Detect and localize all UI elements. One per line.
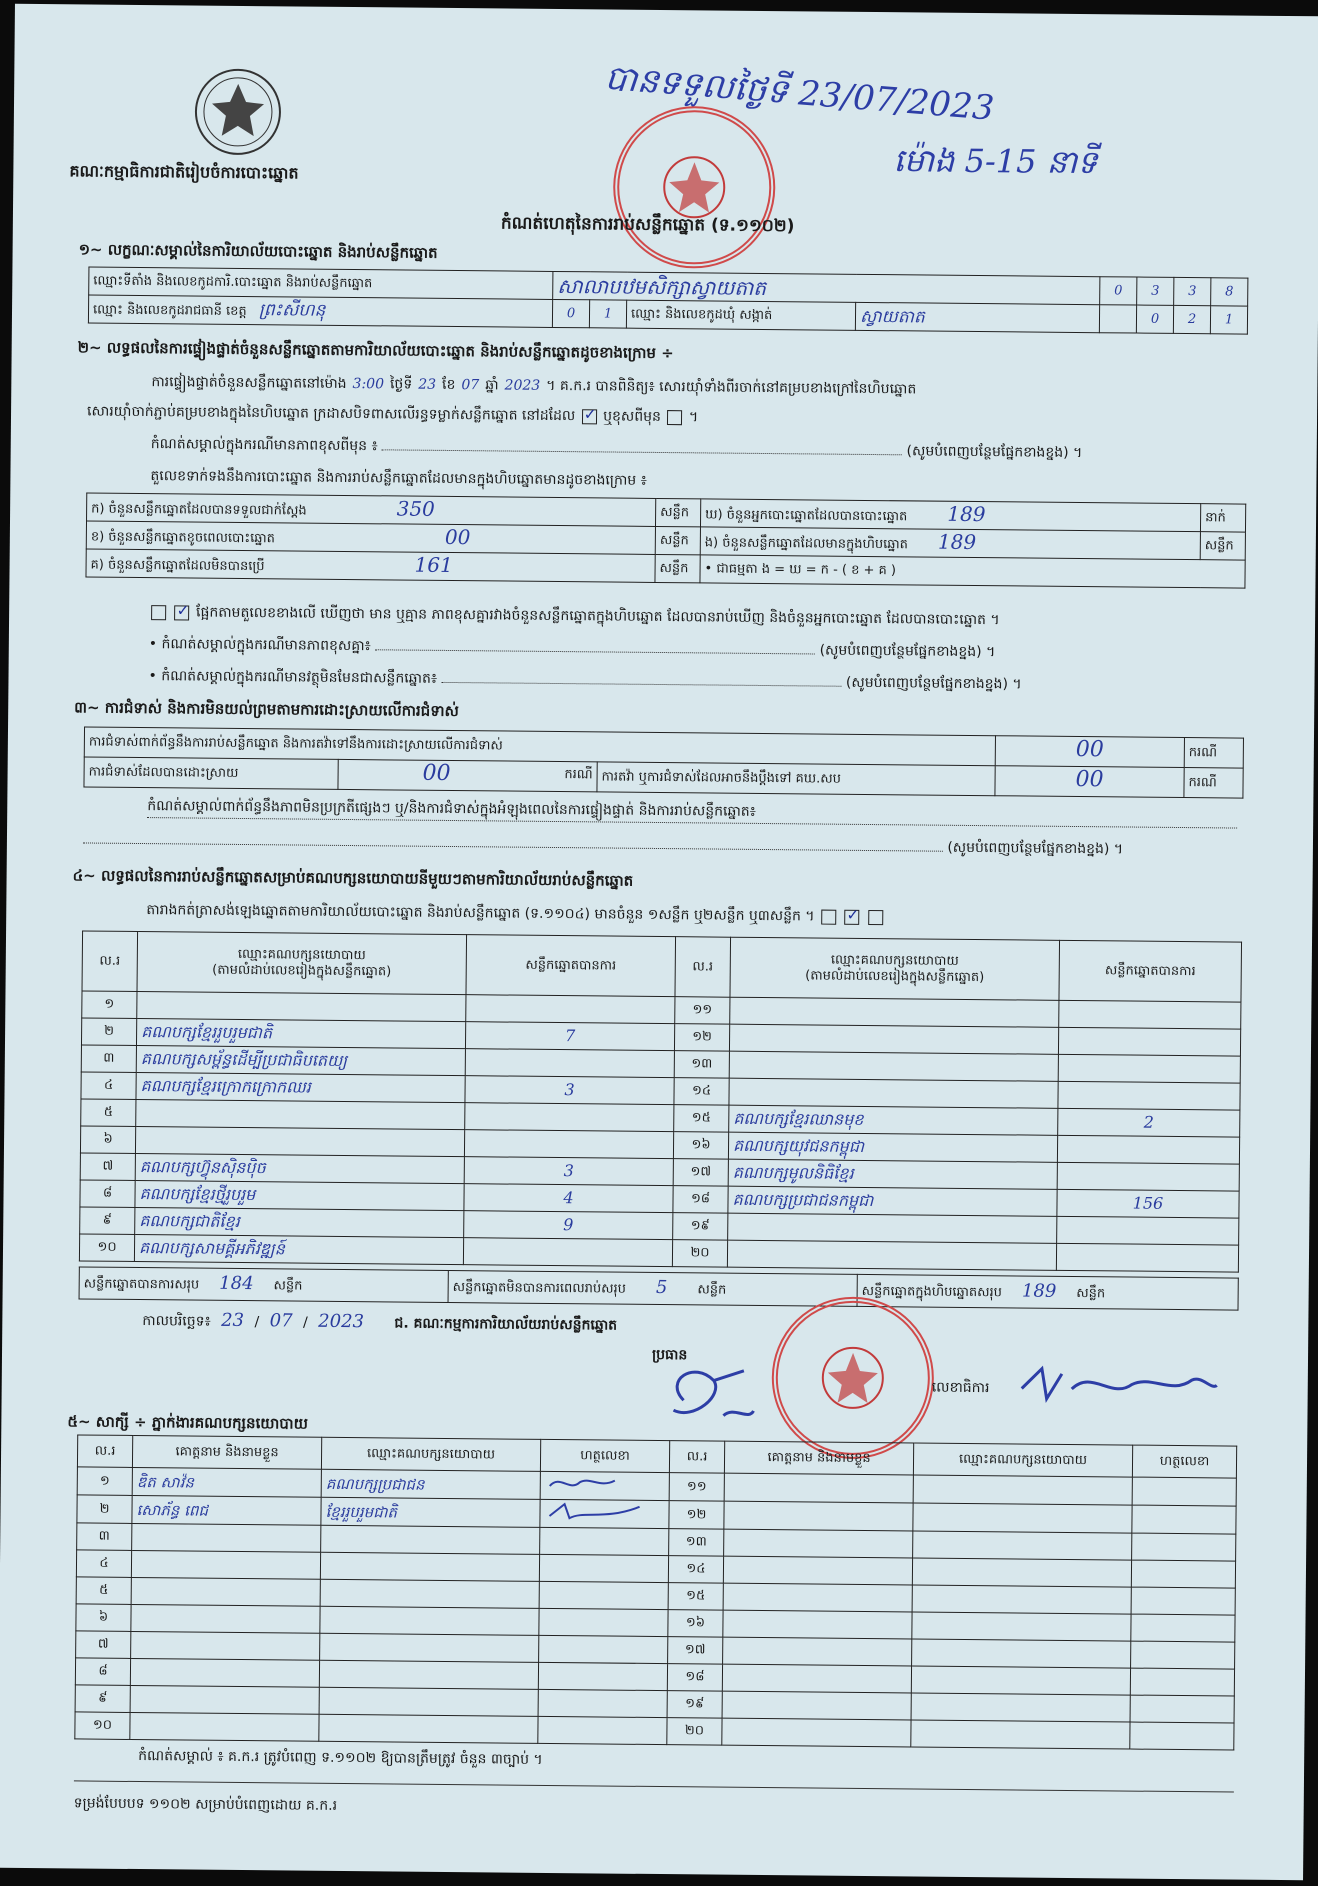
witness-signature <box>538 1716 667 1744</box>
objections-row2-value: 00 <box>422 760 451 786</box>
footnote: កំណត់សម្គាល់ ៖ គ.ក.រ ត្រូវបំពេញ ទ.១១០២ ឱ្យបានត្រឹមត្រូវ ចំនួន ៣ច្បាប់ ។ <box>138 1748 543 1768</box>
total-invalid-cell <box>448 1270 857 1306</box>
no-difference-checkbox[interactable] <box>175 605 190 620</box>
witness-no: ២០ <box>667 1718 722 1746</box>
witness-party <box>320 1606 539 1635</box>
count-e-label: ង) ចំនួនសន្លឹកឆ្នោតដែលមានក្នុងហិបឆ្នោត <box>704 534 909 552</box>
witness-signature <box>1130 1722 1234 1750</box>
reconcile-month: 07 <box>461 377 480 394</box>
witness-col-no: ល.រ <box>77 1435 132 1468</box>
results-table <box>79 930 1242 1272</box>
witness-name <box>723 1637 912 1666</box>
two-sheet-checkbox[interactable] <box>844 909 859 924</box>
objections-row2-unit: ករណី <box>564 767 593 783</box>
irregularity-note-suffix: (សូមបំពេញបន្ថែមផ្នែកខាងខ្នង) ។ <box>947 839 1124 858</box>
witness-party <box>320 1633 539 1662</box>
change-note-line <box>151 435 1241 463</box>
result-votes <box>465 1049 674 1078</box>
objections-row1-number: 00 <box>1075 736 1104 763</box>
objections-row1-value <box>995 736 1184 768</box>
witness-signature <box>539 1608 668 1636</box>
change-note-label: កំណត់សម្គាល់ក្នុងករណីមានភាពខុសពីមុន ៖ <box>150 436 378 455</box>
result-party: គណបក្សសាមគ្គីអភិវឌ្ឍន៍ <box>134 1234 463 1264</box>
result-votes <box>465 1103 674 1132</box>
result-no: ៦ <box>80 1126 135 1154</box>
result-votes: 2 <box>1058 1108 1240 1137</box>
witness-name <box>722 1664 911 1693</box>
witness-party <box>319 1714 538 1743</box>
witness-no: ១ <box>77 1467 132 1496</box>
witness-party <box>320 1552 539 1581</box>
committee-label: ជ. គណៈកម្មការការិយាល័យរាប់សន្លឹកឆ្នោត <box>394 1315 618 1334</box>
witness-no: ១៥ <box>668 1583 723 1611</box>
reconcile-line2-text: សោរយ៉ាំចាក់ភ្ជាប់គម្របខាងក្នុងនៃហិបឆ្នោត ក្រដាសបិទពាសលើរន្ធទម្លាក់សន្លឹកឆ្នោត នៅដដែល <box>86 403 576 425</box>
changed-checkbox[interactable] <box>667 410 682 425</box>
result-no: ២ <box>81 1018 136 1046</box>
result-no: ១៧ <box>673 1159 728 1187</box>
date-month: 07 <box>269 1310 293 1332</box>
received-note: បានទទួលថ្ងៃទី 23/07/2023 <box>603 57 996 129</box>
witness-name <box>131 1550 320 1579</box>
witness-signature <box>540 1499 669 1528</box>
office-code-digit: 0 <box>1100 277 1137 305</box>
office-label: ឈ្មោះទីតាំង និងលេខកូដការិ.បោះឆ្នោត និងរាប់សន្លឹកឆ្នោត <box>89 267 553 299</box>
result-party <box>729 1024 1058 1054</box>
result-no: ១៨ <box>673 1186 728 1214</box>
witness-no: ១៩ <box>667 1691 722 1719</box>
witness-name: ឌិត សាវ៉ន <box>132 1467 321 1497</box>
result-party <box>729 1078 1058 1108</box>
witness-party <box>913 1475 1132 1505</box>
total-invalid-unit: សន្លឹក <box>697 1281 727 1298</box>
witness-no: ៧ <box>76 1631 131 1659</box>
witness-signature <box>538 1689 667 1717</box>
witness-no: ៣ <box>77 1523 132 1551</box>
reconcile-year: 2023 <box>504 377 541 394</box>
result-votes <box>1057 1162 1239 1191</box>
section2-title: ២~ លទ្ធផលនៃការផ្ទៀងផ្ទាត់ចំនួនសន្លឹកឆ្នោតតាមការិយាល័យបោះឆ្នោត និងរាប់សន្លឹកឆ្នោតដូចខាងក្រោម ÷ <box>77 338 674 363</box>
total-valid-label: សន្លឹកឆ្នោតបានការសរុប <box>83 1275 200 1293</box>
count-c-value: 161 <box>414 552 453 577</box>
counts-intro: តួលេខទាក់ទងនឹងការបោះឆ្នោត និងការរាប់សន្លឹកឆ្នោតដែលមានក្នុងហិបឆ្នោតមានដូចខាងក្រោម ៖ <box>150 468 647 489</box>
witness-party: ខ្មែររួបរួមជាតិ <box>321 1497 540 1527</box>
result-no: ៣ <box>81 1045 136 1073</box>
witness-signature <box>540 1527 669 1555</box>
witness-party: គណបក្សប្រជាជន <box>321 1469 540 1499</box>
result-party: គណបក្សយុវជនកម្ពុជា <box>728 1132 1057 1162</box>
section5-title: ៥~ សាក្សី ÷ ភ្នាក់ងារគណបក្សនយោបាយ <box>67 1412 308 1433</box>
result-votes: 4 <box>464 1184 673 1213</box>
witness-party <box>321 1525 540 1554</box>
count-e-unit: សន្លឹក <box>1200 532 1245 560</box>
witness-signature <box>1132 1477 1236 1506</box>
result-party: គណបក្សប្រជាជនកម្ពុជា <box>728 1186 1057 1216</box>
witness-signature-icon <box>544 1500 644 1523</box>
objections-row1-unit: ករណី <box>1184 738 1243 769</box>
result-no: ១១ <box>675 997 730 1025</box>
witness-party <box>913 1531 1132 1560</box>
total-valid-value: 184 <box>219 1272 254 1294</box>
result-no: ១៩ <box>673 1213 728 1241</box>
result-no: ១៦ <box>673 1132 728 1160</box>
result-party <box>728 1213 1057 1243</box>
count-a-label: ក) ចំនួនសន្លឹកឆ្នោតដែលបានទទួលជាក់ស្តែង <box>91 501 307 519</box>
foreign-object-note-line <box>148 667 1021 693</box>
witness-party <box>319 1687 538 1716</box>
witness-party <box>912 1639 1131 1668</box>
witness-name <box>130 1658 319 1687</box>
count-a-value: 350 <box>396 495 435 521</box>
witness-no: ១១ <box>669 1473 724 1502</box>
witness-party <box>911 1666 1130 1695</box>
province-value: ព្រះសីហនុ <box>258 299 326 321</box>
witness-name <box>130 1712 319 1741</box>
commune-value: ស្វាយតាត <box>855 302 1099 332</box>
total-box-cell <box>857 1274 1238 1310</box>
count-b-value: 00 <box>444 524 471 549</box>
witness-no: ៥ <box>76 1577 131 1605</box>
result-party: គណបក្សមូលនិធិខ្មែរ <box>728 1159 1057 1189</box>
witness-no: ៦ <box>76 1604 131 1632</box>
objections-table <box>83 726 1244 798</box>
witness-name: សោភ័ន្ធ ពេជ <box>132 1495 321 1525</box>
reconcile-line-1 <box>151 373 916 398</box>
witness-col-sign: ហត្ថលេខា <box>540 1439 669 1472</box>
total-valid-unit: សន្លឹក <box>273 1277 303 1294</box>
time-note: ម៉ោង 5-15 នាទី <box>893 141 1098 182</box>
result-no: ៤ <box>81 1072 136 1100</box>
result-party: គណបក្សខ្មែរឈានមុខ <box>729 1105 1058 1135</box>
results-col-party-title-right: ឈ្មោះគណបក្សនយោបាយ <box>830 952 959 969</box>
results-col-party-sub-right: (តាមលំដាប់លេខរៀងក្នុងសន្លឹកឆ្នោត) <box>805 967 985 985</box>
province-label: ឈ្មោះ និងលេខកូដរាជធានី ខេត្ត <box>92 302 247 319</box>
results-col-party-title: ឈ្មោះគណបក្សនយោបាយ <box>237 946 366 963</box>
witness-body <box>75 1467 1237 1750</box>
witness-no: ១៦ <box>668 1610 723 1638</box>
witness-party <box>912 1585 1131 1614</box>
result-votes <box>1057 1135 1239 1164</box>
tally-sheet-text: តារាងកត់ត្រាសង់ឡេងឆ្នោតតាមការិយាល័យបោះឆ្នោត និងរាប់សន្លឹកឆ្នោត (ទ.១១០៤) មានចំនួន ១សន្លឹក ឬ២សន្លឹក ឬ៣សន្លឹក ។ <box>146 902 815 925</box>
difference-line <box>149 603 1000 629</box>
date-label: កាលបរិច្ឆេទ៖ <box>142 1313 211 1330</box>
irregularity-note-label: កំណត់សម្គាល់ពាក់ព័ន្ធនឹងភាពមិនប្រក្រតីផ្សេងៗ ឬ/និងការជំទាស់ក្នុងអំឡុងពេលនៃការផ្ទៀងផ្ទាត់ និងការរាប់សន្លឹកឆ្នោត៖ <box>147 798 756 820</box>
witness-signature <box>540 1471 669 1500</box>
results-body <box>79 991 1241 1272</box>
count-a-unit: សន្លឹក <box>655 498 700 526</box>
result-no: ១៥ <box>674 1105 729 1133</box>
count-c-unit: សន្លឹក <box>655 554 700 582</box>
witness-no: ៤ <box>76 1550 131 1578</box>
tally-sheet-line <box>146 901 885 926</box>
witness-signature <box>539 1581 668 1609</box>
footer-divider <box>74 1780 1234 1792</box>
witness-no: ១៧ <box>668 1637 723 1665</box>
date-line: កាលបរិច្ឆេទ៖ 23 / 07 / 2023 ជ. គណៈកម្មការការិយាល័យរាប់សន្លឹកឆ្នោត <box>142 1309 618 1334</box>
witness-name <box>723 1610 912 1639</box>
witness-signature <box>1131 1560 1235 1588</box>
results-col-votes: សន្លឹកឆ្នោតបានការ <box>466 935 676 997</box>
one-sheet-checkbox[interactable] <box>821 909 836 924</box>
foreign-object-note-label: • កំណត់សម្គាល់ក្នុងករណីមានវត្ថុមិនមែនជាសន្លឹកឆ្នោត៖ <box>148 668 438 687</box>
result-votes <box>1058 1027 1240 1056</box>
witness-party <box>912 1558 1131 1587</box>
result-no: ១៤ <box>674 1078 729 1106</box>
witness-signature <box>1130 1695 1234 1723</box>
result-votes <box>1058 1081 1240 1110</box>
office-code-digit: 3 <box>1174 277 1211 305</box>
change-note-suffix: (សូមបំពេញបន្ថែមផ្នែកខាងខ្នង) ។ <box>906 443 1083 462</box>
witness-name <box>132 1523 321 1552</box>
difference-note-suffix: (សូមបំពេញបន្ថែមផ្នែកខាងខ្នង) ។ <box>819 642 996 661</box>
objections-row2b-label: ការតវ៉ា ឬការជំទាស់ដែលអាចនឹងប្តឹងទៅ គឃ.សប <box>597 762 995 796</box>
has-difference-checkbox[interactable] <box>151 605 166 620</box>
count-formula: • ជាធម្មតា ង = ឃ = ក - ( ខ + គ ) <box>700 555 1245 588</box>
result-votes <box>463 1238 672 1267</box>
witness-col-party: ឈ្មោះគណបក្សនយោបាយ <box>321 1437 540 1471</box>
count-row-c <box>86 549 655 582</box>
witness-signature <box>538 1662 667 1690</box>
results-col-party-right <box>730 937 1060 1000</box>
result-party: គណបក្សខ្មែររួបរួមជាតិ <box>136 1018 465 1048</box>
result-no: ៥ <box>81 1099 136 1127</box>
section1-table <box>88 266 1248 334</box>
result-votes <box>466 995 675 1024</box>
commune-code-blank <box>1099 305 1136 333</box>
foreign-object-note-suffix: (សូមបំពេញបន្ថែមផ្នែកខាងខ្នង) ។ <box>845 674 1022 693</box>
date-day: 23 <box>221 1309 245 1332</box>
witness-table <box>74 1434 1237 1750</box>
result-party: គណបក្សខ្មែរក្រោកក្រោកឈរ <box>136 1072 465 1102</box>
result-votes <box>464 1130 673 1159</box>
result-votes <box>1059 1000 1241 1029</box>
total-invalid-value: 5 <box>655 1276 668 1298</box>
result-votes <box>1058 1054 1240 1083</box>
result-votes: 3 <box>465 1076 674 1105</box>
witness-name <box>722 1691 911 1720</box>
total-box-value: 189 <box>1021 1280 1057 1302</box>
result-no: ១២ <box>674 1024 729 1052</box>
form-note: ទម្រង់បែបបទ ១១០២ សម្រាប់បំពេញដោយ គ.ក.រ <box>73 1795 338 1814</box>
office-code-digit: 3 <box>1137 277 1174 305</box>
objections-row1-label: ការជំទាស់ពាក់ព័ន្ធនឹងការរាប់សន្លឹកឆ្នោត និងការតវ៉ាទៅនឹងការដោះស្រាយលើការជំទាស់ <box>84 727 995 766</box>
witness-no: ៨ <box>75 1658 130 1686</box>
total-box-unit: សន្លឹក <box>1076 1285 1106 1301</box>
province-code-digit: 1 <box>589 300 626 328</box>
result-party: គណបក្សខ្មែរថ្មីរួបរួម <box>135 1180 464 1210</box>
irregularity-note-line-2 <box>83 830 1243 859</box>
result-party <box>727 1240 1056 1270</box>
section1-title: ១~ លក្ខណៈសម្គាល់នៃការិយាល័យបោះឆ្នោត និងរាប់សន្លឹកឆ្នោត <box>78 240 438 262</box>
witness-name <box>723 1583 912 1612</box>
province-cell <box>88 295 552 327</box>
reconcile-day: 23 <box>418 376 437 393</box>
result-party <box>137 991 466 1021</box>
difference-note-line <box>149 635 996 661</box>
witness-name <box>131 1577 320 1606</box>
section3-title: ៣~ ការជំទាស់ និងការមិនយល់ព្រមតាមការដោះស្រាយលើការជំទាស់ <box>74 698 459 721</box>
commune-label: ឈ្មោះ និងលេខកូដឃុំ សង្កាត់ <box>626 300 855 330</box>
witness-signature <box>539 1635 668 1663</box>
objections-row2b-unit: ករណី <box>1184 768 1243 799</box>
witness-name <box>722 1718 911 1747</box>
reconcile-time: 3:00 <box>352 376 385 393</box>
office-code-digit: 8 <box>1211 278 1248 306</box>
commune-code-digit: 2 <box>1173 305 1210 333</box>
difference-text: ផ្អែកតាមតួលេខខាងលើ ឃើញថា មាន ឬគ្មាន ភាពខុសគ្នារវាងចំនួនសន្លឹកឆ្នោតក្នុងហិបឆ្នោត ដែលបានរាប់ឃើញ និងចំនួនអ្នកបោះឆ្នោត ដែលបានបោះឆ្នោត ។ <box>195 604 1000 629</box>
result-party <box>135 1126 464 1156</box>
total-invalid-label: សន្លឹកឆ្នោតមិនបានការពេលរាប់សរុប <box>452 1279 627 1297</box>
official-stamp-bottom <box>771 1296 935 1460</box>
result-party: គណបក្សជាតិខ្មែរ <box>135 1207 464 1237</box>
result-votes: 156 <box>1057 1189 1239 1218</box>
counts-table <box>85 492 1246 588</box>
results-totals <box>79 1266 1239 1310</box>
objections-row2b-value-cell <box>995 766 1184 798</box>
results-col-no-right: ល.រ <box>675 937 731 998</box>
result-party <box>136 1099 465 1129</box>
count-d-label: ឃ) ចំនួនអ្នកបោះឆ្នោតដែលបានបោះឆ្នោត <box>705 506 908 524</box>
witness-name <box>723 1556 912 1585</box>
witness-col-name: គោត្តនាម និងនាមខ្លួន <box>132 1435 321 1469</box>
count-d-value: 189 <box>947 501 986 526</box>
stamp-emblem-icon <box>659 152 730 223</box>
count-d-unit: នាក់ <box>1200 504 1245 532</box>
section4-title: ៤~ លទ្ធផលនៃការរាប់សន្លឹកឆ្នោតសម្រាប់គណបក្សនយោបាយនីមួយៗតាមការិយាល័យរាប់សន្លឹកឆ្នោត <box>72 866 634 890</box>
result-votes <box>1057 1216 1239 1245</box>
witness-signature <box>1131 1587 1235 1615</box>
witness-no: ១០ <box>75 1712 130 1740</box>
witness-party <box>320 1579 539 1608</box>
total-valid-cell <box>79 1267 448 1303</box>
result-no: ៧ <box>80 1153 135 1181</box>
result-votes: 9 <box>464 1211 673 1240</box>
result-votes: 3 <box>464 1157 673 1186</box>
witness-name <box>724 1501 913 1531</box>
result-party <box>729 1051 1058 1081</box>
witness-col-sign-right: ហត្ថលេខា <box>1132 1445 1236 1478</box>
witness-signature <box>1131 1614 1235 1642</box>
commune-code-digit: 0 <box>1136 305 1173 333</box>
province-code-digit: 0 <box>552 299 589 327</box>
witness-signature <box>1130 1668 1234 1696</box>
secretary-signature-icon <box>1012 1358 1222 1410</box>
witness-col-party-right: ឈ្មោះគណបក្សនយោបាយ <box>913 1443 1132 1477</box>
difference-note-label: • កំណត់សម្គាល់ក្នុងករណីមានភាពខុសគ្នា៖ <box>148 636 371 655</box>
nec-logo-emblem-icon <box>192 65 285 158</box>
witness-no: ១៤ <box>668 1556 723 1584</box>
commune-code-digit: 1 <box>1210 306 1247 334</box>
form-title: កំណត់ហេតុនៃការរាប់សន្លឹកឆ្នោត (ទ.១១០២) <box>500 213 795 237</box>
result-no: ៩ <box>80 1207 135 1235</box>
result-votes <box>1056 1243 1238 1272</box>
result-party: គណបក្សសម្ព័ន្ធដើម្បីប្រជាធិបតេយ្យ <box>136 1045 465 1075</box>
three-sheet-checkbox[interactable] <box>868 910 883 925</box>
count-c-label: គ) ចំនួនសន្លឹកឆ្នោតដែលមិនបានប្រើ <box>90 557 265 574</box>
unchanged-checkbox[interactable] <box>582 409 597 424</box>
result-no: ២០ <box>672 1240 727 1268</box>
witness-signature <box>1132 1533 1236 1561</box>
witness-no: ១៣ <box>669 1529 724 1557</box>
reconcile-line-2: សោរយ៉ាំចាក់ភ្ជាប់គម្របខាងក្នុងនៃហិបឆ្នោត ក្រដាសបិទពាសលើរន្ធទម្លាក់សន្លឹកឆ្នោត នៅដដែល ✓ ឬខុសពីមុន ។ <box>87 402 698 426</box>
result-no: ១៣ <box>674 1051 729 1079</box>
objections-row2b-value: 00 <box>1075 766 1104 793</box>
witness-signature <box>1132 1505 1236 1534</box>
reconcile-text-a: ការផ្ទៀងផ្ទាត់ចំនួនសន្លឹកឆ្នោតនៅម៉ោង <box>151 374 347 392</box>
witness-name <box>724 1473 913 1503</box>
results-col-votes-right: សន្លឹកឆ្នោតបានការ <box>1059 940 1242 1002</box>
result-party: គណបក្សហ៊្វុនស៊ិនប៉ិច <box>135 1153 464 1183</box>
witness-party <box>911 1693 1130 1722</box>
official-stamp-top <box>612 106 776 270</box>
count-b-unit: សន្លឹក <box>655 526 700 554</box>
results-col-no: ល.រ <box>82 931 138 992</box>
result-no: ១ <box>82 991 137 1019</box>
witness-no: ១២ <box>669 1501 724 1530</box>
witness-col-no-right: ល.រ <box>669 1441 724 1474</box>
reconcile-text-d: ឆ្នាំ <box>485 377 499 394</box>
result-no: ១០ <box>79 1234 134 1262</box>
reconcile-text-c: ខែ <box>441 376 456 394</box>
witness-party <box>911 1720 1130 1749</box>
witness-name <box>131 1604 320 1633</box>
form-sheet <box>0 4 1318 1880</box>
chair-signature-icon <box>653 1360 774 1431</box>
witness-name <box>131 1631 320 1660</box>
witness-col-name-right: គោត្តនាម និងនាមខ្លួន <box>724 1441 913 1475</box>
results-col-party-sub: (តាមលំដាប់លេខរៀងក្នុងសន្លឹកឆ្នោត) <box>212 962 392 979</box>
witness-signature <box>1131 1641 1235 1669</box>
stamp-emblem-icon <box>817 1343 888 1414</box>
total-box-label: សន្លឹកឆ្នោតក្នុងហិបឆ្នោតសរុប <box>861 1283 1003 1300</box>
reconcile-text-b: ថ្ងៃទី <box>389 376 413 393</box>
witness-signature-icon <box>545 1472 645 1495</box>
witness-name <box>724 1529 913 1558</box>
results-col-party <box>137 931 467 994</box>
result-votes: 7 <box>465 1022 674 1051</box>
chair-label: ប្រធាន <box>651 1346 688 1364</box>
org-name: គណៈកម្មាធិការជាតិរៀបចំការបោះឆ្នោត <box>69 161 299 183</box>
secretary-label: លេខាធិការ <box>931 1379 990 1397</box>
changed-option-label: ឬខុសពីមុន <box>603 408 662 425</box>
witness-name <box>130 1685 319 1714</box>
witness-party <box>912 1612 1131 1641</box>
reconcile-text-e: ។ គ.ក.រ បានពិនិត្យ៖ សោរយ៉ាំទាំងពីរចាក់នៅគម្របខាងក្រៅនៃហិបឆ្នោត <box>546 377 917 398</box>
witness-no: ១៨ <box>667 1664 722 1692</box>
witness-party <box>913 1503 1132 1533</box>
count-e-value: 189 <box>937 529 977 554</box>
witness-signature <box>539 1554 668 1582</box>
date-year: 2023 <box>318 1310 365 1333</box>
result-party <box>730 997 1059 1027</box>
witness-no: ២ <box>77 1495 132 1524</box>
witness-party <box>319 1660 538 1689</box>
office-value: សាលាបឋមសិក្សាស្វាយតាត <box>553 271 1100 304</box>
count-b-label: ខ) ចំនួនសន្លឹកឆ្នោតខូចពេលបោះឆ្នោត <box>90 529 276 546</box>
objections-row2-label: ការជំទាស់ដែលបានដោះស្រាយ <box>84 757 338 789</box>
objections-row2-value-cell <box>338 759 597 791</box>
witness-no: ៩ <box>75 1685 130 1713</box>
result-no: ៨ <box>80 1180 135 1208</box>
